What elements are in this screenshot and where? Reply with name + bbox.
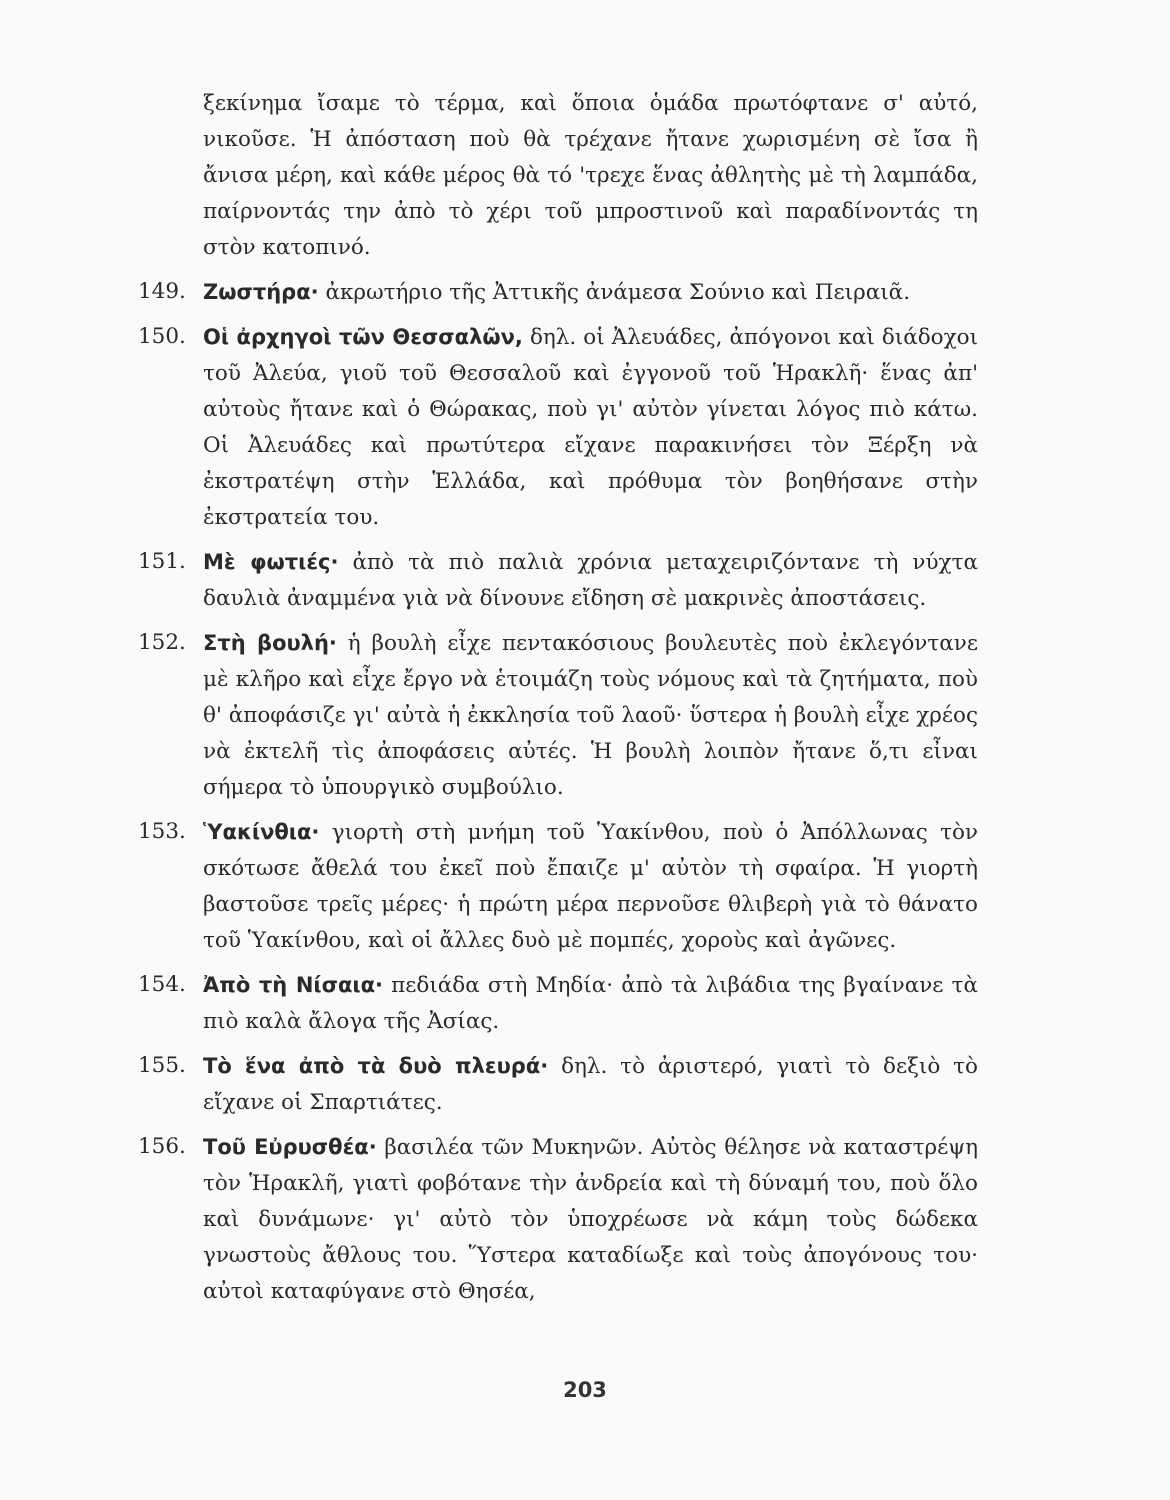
notes-text [138,86,979,1310]
note-entry [138,625,978,806]
note-term: Στὴ βουλή· [203,631,337,655]
note-term: Ἀπὸ τὴ Νίσαια· [203,973,383,997]
page-number: 203 [563,1378,607,1402]
note-text: πεδιάδα στὴ Μηδία· ἀπὸ τὰ λιβάδια της βγαίνανε τὰ πιὸ καλὰ ἄλογα τῆς Ἀσίας. [203,973,978,1034]
note-text: ἀπὸ τὰ πιὸ παλιὰ χρόνια μεταχειριζόντανε τὴ νύχτα δαυλιὰ ἀναμμένα γιὰ νὰ δίνουνε εἴδηση σὲ μακρινὲς ἀποστάσεις. [203,550,978,611]
note-text: ἀκρωτήριο τῆς Ἀττικῆς ἀνάμεσα Σούνιο καὶ Πειραιᾶ. [325,280,911,305]
note-number: 151. [138,549,186,574]
note-term: Ζωστήρα· [203,280,319,304]
note-number: 152. [138,630,186,655]
note-text: ἡ βουλὴ εἶχε πεντακόσιους βουλευτὲς ποὺ ἐκλεγόντανε μὲ κλῆρο καὶ εἶχε ἔργο νὰ ἑτοιμάζη τοὺς νόμους καὶ τὰ ζητήματα, ποὺ θ' ἀποφάσιζε γι' αὐτὰ ἡ ἐκκλησία τοῦ λαοῦ· ὕστερα ἡ βουλὴ εἶχε χρέος νὰ ἐκτελῆ τὶς ἀποφάσεις αὐτές. Ἡ βουλὴ λοιπὸν ἤτανε ὅ,τι εἶναι σήμερα τὸ ὑπουργικὸ συμβούλιο. [203,631,978,800]
note-entry [138,274,978,311]
note-term: Τοῦ Εὐρυσθέα· [203,1135,377,1159]
note-number: 153. [138,819,186,844]
note-entry [138,319,978,536]
note-number: 150. [138,324,186,349]
note-number: 149. [138,279,186,304]
note-term: Οἱ ἀρχηγοὶ τῶν Θεσσαλῶν, [203,325,523,349]
note-text: δηλ. οἱ Ἀλευάδες, ἀπόγονοι καὶ διάδοχοι τοῦ Ἀλεύα, γιοῦ τοῦ Θεσσαλοῦ καὶ ἐγγονοῦ τοῦ Ἡρακλῆ· ἕνας ἀπ' αὐτοὺς ἤτανε καὶ ὁ Θώρακας, ποὺ γι' αὐτὸν γίνεται λόγος πιὸ κάτω. Οἱ Ἀλευάδες καὶ πρωτύτερα εἴχανε παρακινήσει τὸν Ξέρξη νὰ ἐκστρατέψη στὴν Ἑλλάδα, καὶ πρόθυμα τὸν βοηθήσανε στὴν ἐκστρατεία του. [203,325,978,530]
note-number: 155. [138,1053,186,1078]
note-term: Τὸ ἕνα ἀπὸ τὰ δυὸ πλευρά· [203,1054,549,1078]
note-text: δηλ. τὸ ἀριστερό, γιατὶ τὸ δεξιὸ τὸ εἴχανε οἱ Σπαρτιάτες. [203,1054,978,1115]
note-entry [138,814,979,959]
note-entry [138,1048,978,1121]
note-number: 154. [138,972,186,997]
note-text: βασιλέα τῶν Μυκηνῶν. Αὐτὸς θέλησε νὰ καταστρέψη τὸν Ἡρακλῆ, γιατὶ φοβότανε τὴν ἀνδρεία καὶ τὴ δύναμή του, ποὺ ὅλο καὶ δυνάμωνε· γι' αὐτὸ τὸν ὑποχρέωσε νὰ κάμη τοὺς δώδεκα γνωστοὺς ἄθλους του. Ὕστερα καταδίωξε καὶ τοὺς ἀπογόνους του· αὐτοὶ καταφύγανε στὸ Θησέα, [203,1135,978,1304]
intro-paragraph: ξεκίνημα ἴσαμε τὸ τέρμα, καὶ ὅποια ὁμάδα πρωτόφτανε σ' αὐτό, νικοῦσε. Ἡ ἀπόσταση ποὺ θὰ τρέχανε ἤτανε χωρισμένη σὲ ἴσα ἢ ἄνισα μέρη, καὶ κάθε μέρος θὰ τό 'τρεχε ἕνας ἀθλητὴς μὲ τὴ λαμπάδα, παίρνοντάς την ἀπὸ τὸ χέρι τοῦ μπροστινοῦ καὶ παραδίνοντάς τη στὸν κατοπινό. [203,91,978,260]
note-term: Ὑακίνθια· [203,820,320,844]
note-entry [138,1129,978,1310]
note-number: 156. [138,1134,186,1159]
note-entry [138,544,978,617]
note-entry [138,967,978,1040]
note-text: γιορτὴ στὴ μνήμη τοῦ Ὑακίνθου, ποὺ ὁ Ἀπόλλωνας τὸν σκότωσε ἄθελά του ἐκεῖ ποὺ ἔπαιζε μ' αὐτὸν τὴ σφαίρα. Ἡ γιορτὴ βαστοῦσε τρεῖς μέρες· ἡ πρώτη μέρα περνοῦσε θλιβερὴ γιὰ τὸ θάνατο τοῦ Ὑακίνθου, καὶ οἱ ἄλλες δυὸ μὲ πομπές, χοροὺς καὶ ἀγῶνες. [203,820,979,953]
note-term: Μὲ φωτιές· [203,550,339,574]
